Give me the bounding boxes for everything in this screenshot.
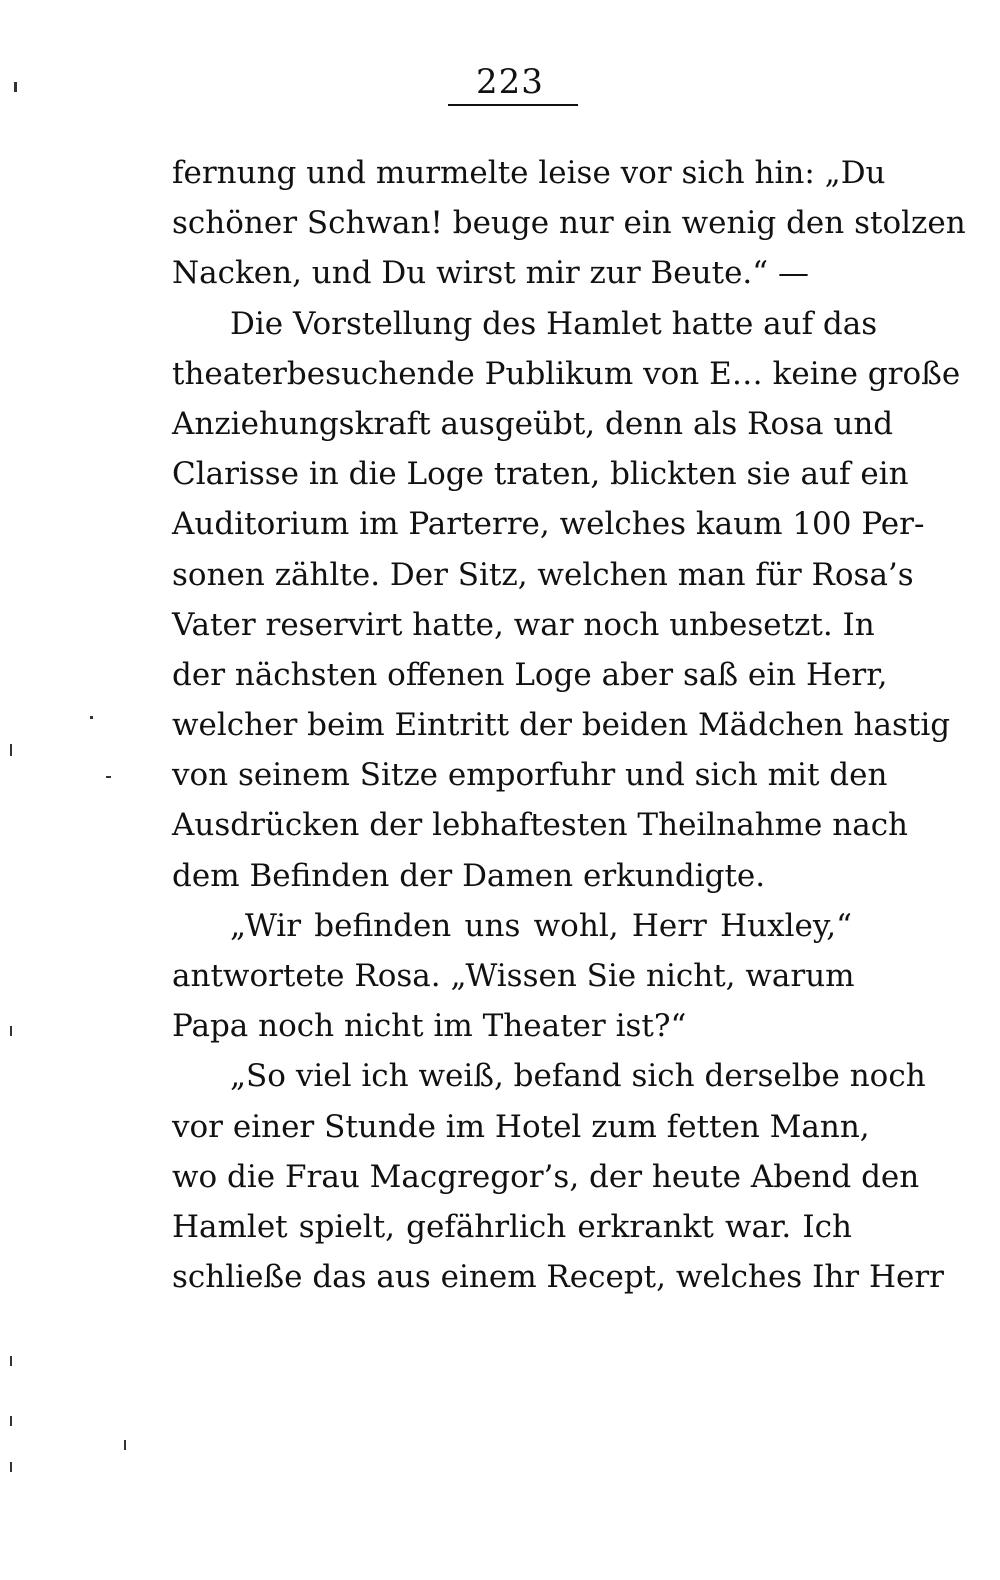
scan-speck xyxy=(10,1356,12,1366)
page-number: 223 xyxy=(476,62,544,102)
text-line: Hamlet spielt, gefährlich erkrankt war. Ich xyxy=(172,1208,852,1245)
page-number-rule xyxy=(448,104,578,106)
text-line: vor einer Stunde im Hotel zum fetten Mann, xyxy=(172,1108,870,1145)
text-line: Nacken, und Du wirst mir zur Beute.“ — xyxy=(172,255,809,292)
body-text xyxy=(172,148,966,1302)
text-line: Anziehungskraft ausgeübt, denn als Rosa und xyxy=(172,405,894,442)
text-line: Die Vorstellung des Hamlet hatte auf das xyxy=(230,305,878,342)
text-line: antwortete Rosa. „Wissen Sie nicht, warum xyxy=(172,958,855,994)
text-line: theaterbesuchende Publikum von E… keine große xyxy=(172,355,961,392)
text-line: Clarisse in die Loge traten, blickten sie auf ein xyxy=(172,456,909,493)
scan-speck xyxy=(10,744,12,756)
text-line: von seinem Sitze emporfuhr und sich mit den xyxy=(172,757,888,794)
scan-speck xyxy=(124,1440,126,1450)
text-line: welcher beim Eintritt der beiden Mädchen hastig xyxy=(172,707,951,744)
text-line: Vater reservirt hatte, war noch unbesetzt. In xyxy=(172,606,875,643)
text-line: schöner Schwan! beuge nur ein wenig den stolzen xyxy=(172,205,966,242)
scan-speck xyxy=(10,1026,12,1036)
text-line: sonen zählte. Der Sitz, welchen man für Rosa’s xyxy=(172,556,914,593)
text-line: „So viel ich weiß, befand sich derselbe noch xyxy=(230,1058,926,1095)
text-line: dem Befinden der Damen erkundigte. xyxy=(172,857,766,894)
scan-speck xyxy=(10,1462,12,1472)
text-line: Ausdrücken der lebhaftesten Theilnahme nach xyxy=(172,807,909,844)
text-line: Papa noch nicht im Theater ist?“ xyxy=(172,1008,687,1045)
text-line: schließe das aus einem Recept, welches Ihr Herr xyxy=(172,1259,944,1296)
text-line: wo die Frau Macgregor’s, der heute Abend den xyxy=(172,1158,920,1195)
scan-speck xyxy=(14,82,17,92)
scan-speck xyxy=(106,776,111,778)
scan-speck xyxy=(10,1416,12,1426)
scan-speck xyxy=(90,716,93,719)
text-line: „Wir befinden uns wohl, Herr Huxley,“ xyxy=(230,907,852,944)
text-line: Auditorium im Parterre, welches kaum 100 Per- xyxy=(172,506,925,543)
text-line: fernung und murmelte leise vor sich hin: „Du xyxy=(172,155,886,191)
text-line: der nächsten offenen Loge aber saß ein Herr, xyxy=(172,656,888,693)
